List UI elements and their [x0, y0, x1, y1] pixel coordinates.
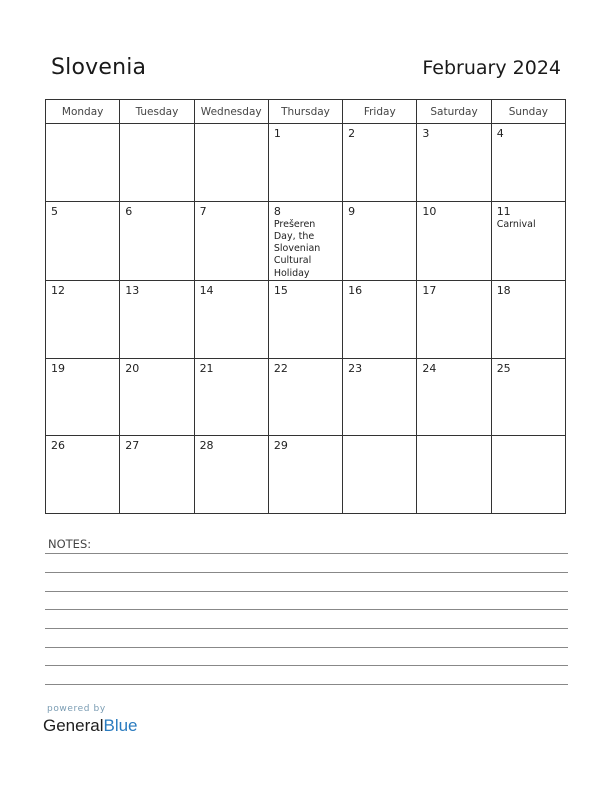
note-line: [45, 591, 568, 592]
calendar-day-cell: [268, 124, 342, 202]
calendar-day-cell: [343, 201, 417, 280]
calendar-week-row: [46, 201, 566, 280]
logo-blue: Blue: [103, 716, 138, 735]
calendar-day-cell: [268, 201, 342, 280]
calendar-day-cell: [46, 201, 120, 280]
calendar-day-cell: [417, 124, 491, 202]
country-title: Slovenia: [51, 55, 147, 80]
day-number: 1: [273, 127, 281, 140]
holiday-label: Cultural: [273, 255, 312, 267]
notes-label: NOTES:: [48, 537, 92, 551]
logo-general: General: [43, 716, 104, 735]
holiday-label: Carnival: [496, 218, 536, 230]
day-number: [120, 124, 193, 128]
day-number: 16: [348, 283, 363, 297]
calendar-day-cell: [194, 436, 268, 514]
note-line: [45, 553, 568, 554]
calendar-week-row: [46, 124, 566, 202]
note-line: [45, 628, 568, 629]
day-number: 13: [125, 283, 140, 297]
calendar-day-cell: [120, 436, 194, 514]
holiday-label: Prešeren: [273, 218, 316, 230]
day-number: 11: [496, 204, 511, 218]
calendar-day-cell: [343, 358, 417, 436]
calendar-day-cell: [268, 358, 342, 436]
note-line: [45, 609, 568, 610]
calendar-body: [46, 124, 566, 514]
day-number: 22: [273, 361, 288, 375]
day-number: 26: [51, 439, 65, 453]
calendar-day-cell: [194, 124, 268, 202]
note-line: [45, 647, 568, 648]
note-line: [45, 665, 568, 666]
weekday-header: Sunday: [491, 100, 565, 124]
day-number: 18: [496, 283, 511, 297]
day-number: 3: [422, 127, 430, 140]
calendar-day-cell: [491, 124, 565, 202]
day-number: 19: [51, 361, 65, 375]
generalblue-logo: [43, 716, 138, 736]
calendar-day-cell: [120, 358, 194, 436]
day-number: 29: [273, 439, 288, 453]
calendar-week-row: [46, 436, 566, 514]
weekday-header-row: [46, 100, 566, 124]
day-number: 27: [125, 439, 140, 453]
calendar-grid: [45, 99, 566, 514]
day-number: 15: [273, 283, 288, 297]
day-number: [46, 124, 119, 128]
day-number: 2: [348, 127, 356, 140]
weekday-header: Monday: [46, 100, 120, 124]
calendar-day-cell: [120, 280, 194, 358]
weekday-header: Friday: [343, 100, 417, 124]
calendar-week-row: [46, 358, 566, 436]
holiday-label: Holiday: [273, 267, 310, 279]
calendar-week-row: [46, 280, 566, 358]
day-number: 25: [496, 361, 511, 375]
weekday-header: Thursday: [268, 100, 342, 124]
day-number: 14: [199, 283, 214, 297]
calendar-day-cell: [268, 436, 342, 514]
day-number: 21: [199, 361, 214, 375]
holiday-label: Slovenian: [273, 243, 321, 255]
powered-by-text: powered by: [47, 704, 106, 714]
day-number: 10: [422, 204, 437, 218]
weekday-header: Saturday: [417, 100, 491, 124]
weekday-header: Tuesday: [120, 100, 194, 124]
day-number: 7: [199, 204, 207, 218]
day-number: [195, 124, 268, 128]
note-line: [45, 684, 568, 685]
day-number: 5: [51, 204, 58, 218]
calendar-day-cell: [46, 280, 120, 358]
calendar-day-cell: [120, 124, 194, 202]
day-number: 24: [422, 361, 437, 375]
calendar-day-cell: [343, 280, 417, 358]
day-number: 23: [348, 361, 363, 375]
day-number: [417, 436, 490, 440]
weekday-header: Wednesday: [194, 100, 268, 124]
month-title: February 2024: [422, 57, 561, 79]
calendar-day-cell: [46, 358, 120, 436]
calendar-day-cell: [268, 280, 342, 358]
day-number: [343, 436, 416, 440]
day-number: 8: [273, 204, 281, 218]
calendar-day-cell: [417, 358, 491, 436]
day-number: 4: [496, 127, 504, 140]
calendar-day-cell: [417, 201, 491, 280]
calendar-day-cell: [417, 436, 491, 514]
calendar-day-cell: [194, 358, 268, 436]
calendar-day-cell: [343, 124, 417, 202]
day-number: 28: [199, 439, 214, 453]
calendar-day-cell: [194, 201, 268, 280]
calendar-day-cell: [417, 280, 491, 358]
calendar-day-cell: [120, 201, 194, 280]
calendar-day-cell: [491, 201, 565, 280]
day-number: [492, 436, 565, 440]
day-number: 12: [51, 283, 65, 297]
calendar-day-cell: [46, 436, 120, 514]
calendar-day-cell: [46, 124, 120, 202]
day-number: 20: [125, 361, 140, 375]
calendar-day-cell: [194, 280, 268, 358]
holiday-label: Day, the: [273, 231, 315, 242]
calendar-day-cell: [491, 358, 565, 436]
day-number: 6: [125, 204, 133, 218]
note-line: [45, 572, 568, 573]
calendar-day-cell: [491, 436, 565, 514]
day-number: 17: [422, 283, 437, 297]
calendar-day-cell: [343, 436, 417, 514]
calendar-day-cell: [491, 280, 565, 358]
day-number: 9: [348, 204, 356, 218]
